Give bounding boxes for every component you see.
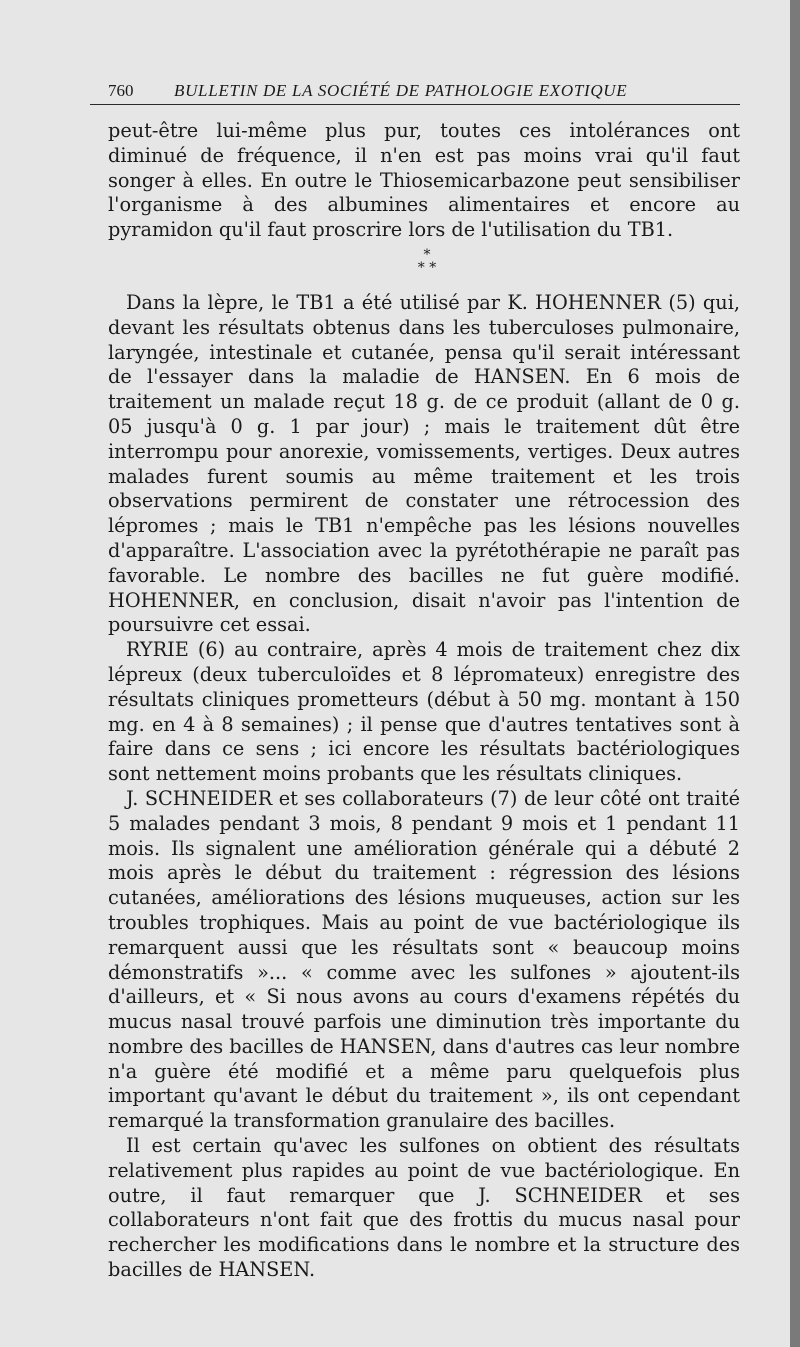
separator-star-top: * (423, 246, 431, 263)
running-header (90, 78, 740, 105)
paragraph-intolerances: peut-être lui-même plus pur, toutes ces intolérances ont diminué de fréquence, il n'en est pas moins vrai qu'il faut songer à elles. En outre le Thiosemicarbazone peut sensibiliser l'organisme à des albumines alimentaires et encore au pyramidon qu'il faut proscrire lors de l'utilisation du TB1. (108, 119, 740, 242)
journal-title: BULLETIN DE LA SOCIÉTÉ DE PATHOLOGIE EXOTIQUE (174, 81, 628, 100)
paragraph-schneider: J. SCHNEIDER et ses collaborateurs (7) de leur côté ont traité 5 malades pendant 3 mois, 8 pendant 9 mois et 1 pendant 11 mois. Ils signalent une amélioration générale qui a débuté 2 mois après le début du traitement : régression des lésions cutanées, améliorations des lésions muqueuses, action sur les troubles trophiques. Mais au point de vue bactériologique ils remarquent aussi que les résultats sont « beaucoup moins démonstratifs »... « comme avec les sulfones » ajoutent-ils d'ailleurs, et « Si nous avons au cours d'examens répétés du mucus nasal trouvé parfois une diminution très importante du nombre des bacilles de HANSEN, dans d'autres cas leur nombre n'a guère été modifié et a même paru quelquefois plus important qu'avant le début du traitement », ils ont cependant remarqué la transformation granulaire des bacilles. (108, 786, 740, 1133)
page-edge-shadow (790, 0, 800, 1347)
section-separator (114, 246, 740, 276)
paragraph-hohenner: Dans la lèpre, le TB1 a été utilisé par K. HOHENNER (5) qui, devant les résultats obtenus dans les tuberculoses pulmonaire, laryngée, intestinale et cutanée, pensa qu'il serait intéressant de l'essayer dans la maladie de HANSEN. En 6 mois de traitement un malade reçut 18 g. de ce produit (allant de 0 g. 05 jusqu'à 0 g. 1 par jour) ; mais le traitement dût être interrompu pour anorexie, vomissements, vertiges. Deux autres malades furent soumis au même traitement et les trois observations permirent de constater une rétrocession des lépromes ; mais le TB1 n'empêche pas les lésions nouvelles d'apparaître. L'association avec la pyrétothérapie ne paraît pas favorable. Le nombre des bacilles ne fut guère modifié. HOHENNER, en conclusion, disait n'avoir pas l'intention de poursuivre cet essai. (108, 290, 740, 637)
page-number: 760 (108, 81, 134, 100)
article-body (90, 119, 740, 1283)
separator-star-bottom: * * (417, 259, 437, 276)
document-page (90, 78, 740, 1283)
paragraph-sulfones: Il est certain qu'avec les sulfones on obtient des résultats relativement plus rapides au point de vue bactériologique. En outre, il faut remarquer que J. SCHNEIDER et ses collaborateurs n'ont fait que des frottis du mucus nasal pour rechercher les modifications dans le nombre et la structure des bacilles de HANSEN. (108, 1134, 740, 1282)
paragraph-ryrie: RYRIE (6) au contraire, après 4 mois de traitement chez dix lépreux (deux tuberculoïdes et 8 lépromateux) enregistre des résultats cliniques prometteurs (début à 50 mg. montant à 150 mg. en 4 à 8 semaines) ; il pense que d'autres tentatives sont à faire dans ce sens ; ici encore les résultats bactériologiques sont nettement moins probants que les résultats cliniques. (108, 638, 740, 786)
